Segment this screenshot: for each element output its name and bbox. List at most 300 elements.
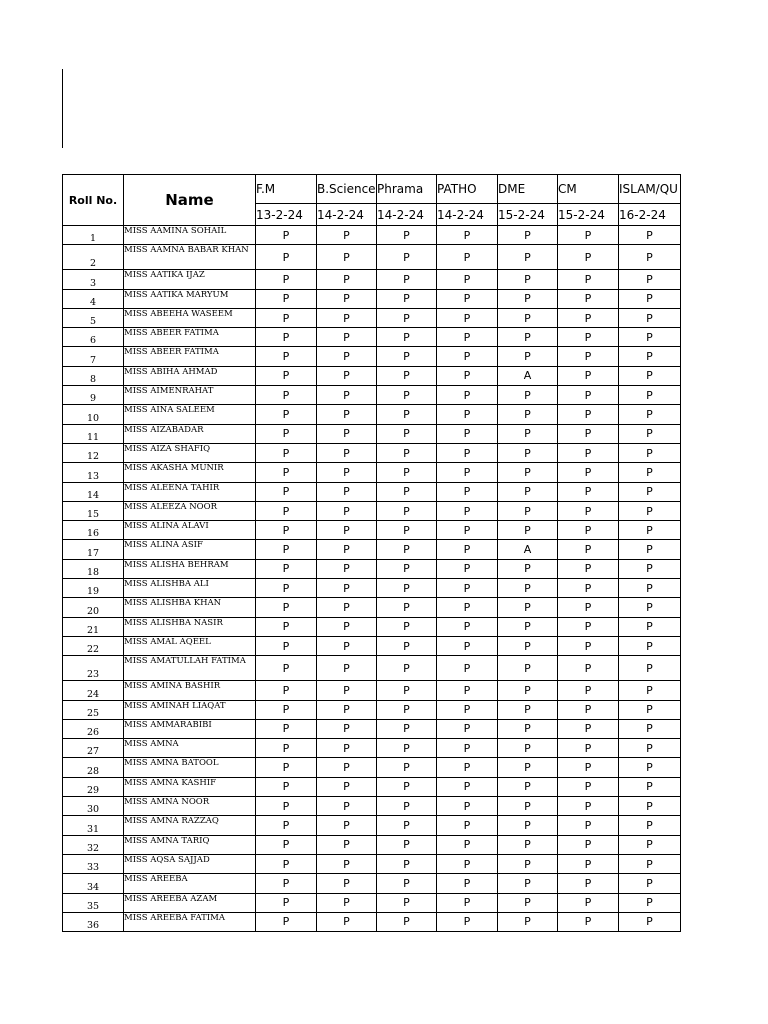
attendance-mark-cell: P: [437, 482, 498, 501]
attendance-mark-cell: A: [498, 540, 558, 559]
attendance-mark-cell: P: [498, 598, 558, 617]
attendance-mark-cell: P: [437, 912, 498, 931]
attendance-mark-cell: P: [317, 559, 377, 578]
student-name-cell: MISS AMATULLAH FATIMA: [124, 656, 256, 681]
table-row: [63, 405, 681, 424]
attendance-mark-cell: P: [256, 656, 317, 681]
table-row: [63, 559, 681, 578]
attendance-mark-cell: P: [317, 308, 377, 327]
attendance-mark-cell: P: [498, 463, 558, 482]
table-row: [63, 521, 681, 540]
attendance-mark-cell: P: [619, 482, 681, 501]
attendance-mark-cell: P: [256, 835, 317, 854]
attendance-mark-cell: P: [256, 854, 317, 873]
attendance-mark-cell: P: [619, 739, 681, 758]
student-name-cell: MISS ALINA ASIF: [124, 540, 256, 559]
attendance-mark-cell: P: [498, 777, 558, 796]
attendance-mark-cell: P: [377, 540, 437, 559]
table-row: [63, 443, 681, 462]
attendance-mark-cell: P: [619, 540, 681, 559]
attendance-mark-cell: P: [498, 328, 558, 347]
roll-number-cell: 7: [63, 347, 124, 366]
student-name-cell: MISS AMAL AQEEL: [124, 636, 256, 655]
student-name-cell: MISS AIZABADAR: [124, 424, 256, 443]
roll-number-cell: 34: [63, 874, 124, 893]
student-name-cell: MISS AMNA: [124, 739, 256, 758]
subject-header: PATHO: [437, 175, 498, 204]
attendance-mark-cell: P: [498, 308, 558, 327]
attendance-mark-cell: P: [377, 521, 437, 540]
table-row: [63, 893, 681, 912]
attendance-mark-cell: P: [619, 328, 681, 347]
attendance-mark-cell: P: [377, 482, 437, 501]
attendance-mark-cell: P: [437, 328, 498, 347]
attendance-mark-cell: P: [377, 270, 437, 289]
student-name-cell: MISS AIZA SHAFIQ: [124, 443, 256, 462]
student-name-cell: MISS ALISHBA ALI: [124, 579, 256, 598]
attendance-mark-cell: P: [317, 226, 377, 245]
roll-number-cell: 22: [63, 636, 124, 655]
attendance-mark-cell: P: [256, 245, 317, 270]
attendance-mark-cell: P: [619, 700, 681, 719]
roll-number-cell: 21: [63, 617, 124, 636]
table-row: [63, 328, 681, 347]
attendance-mark-cell: P: [256, 636, 317, 655]
table-row: [63, 797, 681, 816]
attendance-mark-cell: P: [498, 893, 558, 912]
attendance-mark-cell: P: [558, 443, 619, 462]
attendance-mark-cell: P: [256, 617, 317, 636]
attendance-mark-cell: P: [377, 739, 437, 758]
attendance-mark-cell: P: [558, 893, 619, 912]
attendance-mark-cell: P: [498, 482, 558, 501]
attendance-mark-cell: P: [558, 617, 619, 636]
attendance-mark-cell: P: [377, 700, 437, 719]
attendance-mark-cell: P: [619, 617, 681, 636]
attendance-mark-cell: P: [377, 347, 437, 366]
table-row: [63, 245, 681, 270]
attendance-mark-cell: P: [619, 719, 681, 738]
attendance-mark-cell: P: [317, 797, 377, 816]
attendance-mark-cell: P: [619, 874, 681, 893]
attendance-mark-cell: P: [317, 700, 377, 719]
attendance-mark-cell: P: [619, 226, 681, 245]
attendance-mark-cell: P: [558, 521, 619, 540]
attendance-mark-cell: P: [619, 443, 681, 462]
attendance-mark-cell: P: [377, 559, 437, 578]
attendance-mark-cell: P: [317, 270, 377, 289]
roll-number-cell: 18: [63, 559, 124, 578]
table-row: [63, 719, 681, 738]
student-name-cell: MISS AMINAH LIAQAT: [124, 700, 256, 719]
attendance-mark-cell: P: [377, 328, 437, 347]
attendance-mark-cell: P: [437, 636, 498, 655]
attendance-mark-cell: P: [437, 405, 498, 424]
attendance-mark-cell: P: [377, 758, 437, 777]
attendance-mark-cell: P: [437, 816, 498, 835]
table-row: [63, 777, 681, 796]
student-name-cell: MISS AMNA NOOR: [124, 797, 256, 816]
attendance-mark-cell: P: [619, 463, 681, 482]
attendance-mark-cell: P: [317, 893, 377, 912]
roll-number-cell: 4: [63, 289, 124, 308]
attendance-mark-cell: P: [377, 777, 437, 796]
attendance-mark-cell: P: [437, 777, 498, 796]
attendance-mark-cell: P: [317, 758, 377, 777]
roll-number-cell: 14: [63, 482, 124, 501]
attendance-mark-cell: P: [498, 226, 558, 245]
student-name-cell: MISS AREEBA FATIMA: [124, 912, 256, 931]
attendance-mark-cell: P: [437, 226, 498, 245]
attendance-mark-cell: P: [498, 424, 558, 443]
attendance-mark-cell: P: [317, 777, 377, 796]
attendance-mark-cell: P: [558, 874, 619, 893]
date-header: 14-2-24: [437, 204, 498, 226]
attendance-mark-cell: P: [377, 501, 437, 520]
name-header: Name: [124, 175, 256, 226]
attendance-mark-cell: P: [558, 681, 619, 700]
attendance-mark-cell: P: [256, 579, 317, 598]
attendance-mark-cell: P: [437, 700, 498, 719]
attendance-mark-cell: P: [498, 636, 558, 655]
date-header: 14-2-24: [317, 204, 377, 226]
attendance-mark-cell: P: [498, 912, 558, 931]
attendance-mark-cell: P: [619, 270, 681, 289]
attendance-mark-cell: P: [619, 912, 681, 931]
attendance-mark-cell: P: [498, 617, 558, 636]
attendance-mark-cell: P: [317, 579, 377, 598]
attendance-mark-cell: P: [256, 443, 317, 462]
attendance-mark-cell: P: [558, 386, 619, 405]
table-row: [63, 347, 681, 366]
attendance-mark-cell: P: [256, 521, 317, 540]
student-name-cell: MISS AREEBA: [124, 874, 256, 893]
attendance-mark-cell: P: [558, 656, 619, 681]
attendance-mark-cell: P: [256, 347, 317, 366]
attendance-mark-cell: P: [317, 482, 377, 501]
attendance-mark-cell: P: [317, 835, 377, 854]
table-row: [63, 270, 681, 289]
table-row: [63, 816, 681, 835]
attendance-mark-cell: P: [256, 797, 317, 816]
attendance-mark-cell: P: [256, 816, 317, 835]
attendance-mark-cell: P: [377, 854, 437, 873]
student-name-cell: MISS ABIHA AHMAD: [124, 366, 256, 385]
attendance-mark-cell: P: [256, 719, 317, 738]
attendance-mark-cell: P: [619, 758, 681, 777]
attendance-mark-cell: P: [619, 347, 681, 366]
student-name-cell: MISS AQSA SAJJAD: [124, 854, 256, 873]
attendance-mark-cell: P: [498, 758, 558, 777]
roll-number-cell: 23: [63, 656, 124, 681]
attendance-mark-cell: P: [498, 797, 558, 816]
attendance-mark-cell: P: [558, 636, 619, 655]
table-row: [63, 835, 681, 854]
attendance-mark-cell: P: [256, 270, 317, 289]
roll-number-cell: 1: [63, 226, 124, 245]
attendance-mark-cell: P: [377, 443, 437, 462]
attendance-mark-cell: P: [498, 579, 558, 598]
attendance-mark-cell: P: [437, 308, 498, 327]
attendance-mark-cell: P: [437, 758, 498, 777]
attendance-mark-cell: P: [558, 816, 619, 835]
attendance-mark-cell: P: [317, 617, 377, 636]
table-row: [63, 501, 681, 520]
table-row: [63, 579, 681, 598]
date-header: 15-2-24: [498, 204, 558, 226]
attendance-mark-cell: P: [317, 501, 377, 520]
attendance-mark-cell: P: [558, 719, 619, 738]
student-name-cell: MISS AAMNA BABAR KHAN: [124, 245, 256, 270]
attendance-mark-cell: P: [558, 482, 619, 501]
attendance-mark-cell: P: [256, 308, 317, 327]
attendance-mark-cell: P: [377, 289, 437, 308]
attendance-rows: [63, 226, 681, 932]
student-name-cell: MISS AATIKA MARYUM: [124, 289, 256, 308]
roll-number-cell: 9: [63, 386, 124, 405]
attendance-mark-cell: P: [437, 245, 498, 270]
attendance-mark-cell: P: [619, 289, 681, 308]
attendance-mark-cell: P: [377, 226, 437, 245]
attendance-mark-cell: P: [377, 424, 437, 443]
attendance-mark-cell: P: [317, 540, 377, 559]
attendance-mark-cell: P: [558, 463, 619, 482]
attendance-mark-cell: P: [317, 681, 377, 700]
attendance-mark-cell: P: [498, 559, 558, 578]
attendance-mark-cell: P: [437, 854, 498, 873]
roll-number-cell: 15: [63, 501, 124, 520]
attendance-mark-cell: P: [377, 245, 437, 270]
attendance-mark-cell: P: [317, 739, 377, 758]
student-name-cell: MISS AIMENRAHAT: [124, 386, 256, 405]
student-name-cell: MISS ALISHA BEHRAM: [124, 559, 256, 578]
table-row: [63, 386, 681, 405]
attendance-mark-cell: P: [619, 559, 681, 578]
student-name-cell: MISS ALINA ALAVI: [124, 521, 256, 540]
roll-number-cell: 35: [63, 893, 124, 912]
table-row: [63, 424, 681, 443]
attendance-mark-cell: P: [437, 598, 498, 617]
student-name-cell: MISS AMINA BASHIR: [124, 681, 256, 700]
attendance-mark-cell: P: [558, 835, 619, 854]
attendance-mark-cell: P: [377, 366, 437, 385]
roll-number-cell: 26: [63, 719, 124, 738]
attendance-mark-cell: P: [377, 681, 437, 700]
attendance-mark-cell: P: [558, 405, 619, 424]
attendance-mark-cell: P: [619, 656, 681, 681]
table-row: [63, 289, 681, 308]
attendance-mark-cell: P: [558, 366, 619, 385]
attendance-mark-cell: P: [317, 463, 377, 482]
attendance-mark-cell: P: [437, 347, 498, 366]
attendance-mark-cell: P: [377, 308, 437, 327]
roll-number-cell: 31: [63, 816, 124, 835]
roll-number-cell: 24: [63, 681, 124, 700]
attendance-mark-cell: P: [377, 617, 437, 636]
attendance-mark-cell: P: [437, 874, 498, 893]
attendance-mark-cell: P: [558, 912, 619, 931]
roll-no-header: Roll No.: [63, 175, 124, 226]
attendance-mark-cell: P: [377, 816, 437, 835]
student-name-cell: MISS AINA SALEEM: [124, 405, 256, 424]
attendance-mark-cell: P: [317, 289, 377, 308]
attendance-mark-cell: P: [437, 521, 498, 540]
attendance-mark-cell: P: [437, 289, 498, 308]
date-header: 14-2-24: [377, 204, 437, 226]
attendance-mark-cell: P: [317, 874, 377, 893]
attendance-mark-cell: P: [498, 656, 558, 681]
attendance-mark-cell: P: [256, 501, 317, 520]
attendance-mark-cell: P: [317, 328, 377, 347]
attendance-mark-cell: P: [256, 758, 317, 777]
attendance-mark-cell: P: [558, 559, 619, 578]
table-row: [63, 758, 681, 777]
date-header: 15-2-24: [558, 204, 619, 226]
roll-number-cell: 5: [63, 308, 124, 327]
attendance-mark-cell: P: [498, 874, 558, 893]
attendance-mark-cell: P: [437, 719, 498, 738]
attendance-mark-cell: P: [256, 739, 317, 758]
student-name-cell: MISS ABEEHA WASEEM: [124, 308, 256, 327]
attendance-mark-cell: P: [377, 656, 437, 681]
attendance-mark-cell: P: [619, 893, 681, 912]
subject-header: CM: [558, 175, 619, 204]
roll-number-cell: 6: [63, 328, 124, 347]
attendance-mark-cell: P: [256, 559, 317, 578]
table-row: [63, 482, 681, 501]
attendance-mark-cell: P: [619, 521, 681, 540]
roll-number-cell: 19: [63, 579, 124, 598]
table-row: [63, 617, 681, 636]
roll-number-cell: 10: [63, 405, 124, 424]
attendance-mark-cell: P: [558, 758, 619, 777]
table-row: [63, 912, 681, 931]
roll-number-cell: 28: [63, 758, 124, 777]
attendance-mark-cell: P: [498, 270, 558, 289]
student-name-cell: MISS AATIKA IJAZ: [124, 270, 256, 289]
table-row: [63, 308, 681, 327]
attendance-mark-cell: P: [619, 579, 681, 598]
attendance-mark-cell: P: [256, 482, 317, 501]
roll-number-cell: 12: [63, 443, 124, 462]
attendance-mark-cell: P: [558, 854, 619, 873]
attendance-mark-cell: P: [256, 463, 317, 482]
text-cursor-line: [62, 69, 63, 148]
attendance-mark-cell: P: [437, 540, 498, 559]
attendance-mark-cell: P: [317, 854, 377, 873]
roll-number-cell: 16: [63, 521, 124, 540]
attendance-mark-cell: P: [558, 308, 619, 327]
attendance-mark-cell: P: [317, 816, 377, 835]
attendance-mark-cell: P: [437, 681, 498, 700]
roll-number-cell: 33: [63, 854, 124, 873]
student-name-cell: MISS ALISHBA NASIR: [124, 617, 256, 636]
attendance-mark-cell: P: [558, 700, 619, 719]
subject-header: B.Science: [317, 175, 377, 204]
attendance-mark-cell: P: [377, 405, 437, 424]
attendance-mark-cell: P: [437, 443, 498, 462]
attendance-mark-cell: P: [377, 912, 437, 931]
attendance-mark-cell: P: [377, 835, 437, 854]
attendance-mark-cell: P: [256, 366, 317, 385]
attendance-mark-cell: P: [317, 424, 377, 443]
attendance-mark-cell: P: [256, 893, 317, 912]
attendance-mark-cell: P: [437, 424, 498, 443]
student-name-cell: MISS AMNA KASHIF: [124, 777, 256, 796]
attendance-mark-cell: P: [619, 245, 681, 270]
attendance-mark-cell: P: [377, 719, 437, 738]
attendance-mark-cell: P: [619, 308, 681, 327]
attendance-mark-cell: P: [256, 700, 317, 719]
attendance-mark-cell: P: [317, 443, 377, 462]
date-header: 13-2-24: [256, 204, 317, 226]
attendance-mark-cell: P: [256, 540, 317, 559]
student-name-cell: MISS AMNA TARIQ: [124, 835, 256, 854]
table-row: [63, 874, 681, 893]
attendance-mark-cell: P: [558, 739, 619, 758]
roll-number-cell: 25: [63, 700, 124, 719]
attendance-mark-cell: P: [317, 912, 377, 931]
attendance-mark-cell: P: [498, 681, 558, 700]
attendance-mark-cell: P: [256, 424, 317, 443]
roll-number-cell: 3: [63, 270, 124, 289]
subject-header: F.M: [256, 175, 317, 204]
attendance-mark-cell: P: [317, 347, 377, 366]
attendance-mark-cell: P: [317, 719, 377, 738]
attendance-mark-cell: P: [558, 501, 619, 520]
attendance-mark-cell: P: [558, 328, 619, 347]
attendance-mark-cell: P: [437, 579, 498, 598]
attendance-mark-cell: P: [619, 424, 681, 443]
student-name-cell: MISS ALEENA TAHIR: [124, 482, 256, 501]
subject-header: DME: [498, 175, 558, 204]
attendance-mark-cell: P: [558, 245, 619, 270]
roll-number-cell: 13: [63, 463, 124, 482]
student-name-cell: MISS AKASHA MUNIR: [124, 463, 256, 482]
attendance-mark-cell: P: [498, 700, 558, 719]
roll-number-cell: 8: [63, 366, 124, 385]
student-name-cell: MISS AMNA RAZZAQ: [124, 816, 256, 835]
attendance-mark-cell: P: [377, 463, 437, 482]
attendance-mark-cell: P: [317, 366, 377, 385]
attendance-mark-cell: P: [437, 270, 498, 289]
student-name-cell: MISS ABEER FATIMA: [124, 328, 256, 347]
attendance-mark-cell: P: [558, 777, 619, 796]
attendance-mark-cell: P: [377, 893, 437, 912]
table-row: [63, 598, 681, 617]
attendance-mark-cell: P: [437, 386, 498, 405]
roll-number-cell: 11: [63, 424, 124, 443]
attendance-mark-cell: P: [619, 636, 681, 655]
attendance-mark-cell: P: [619, 777, 681, 796]
attendance-mark-cell: P: [437, 739, 498, 758]
attendance-mark-cell: P: [619, 835, 681, 854]
attendance-mark-cell: P: [437, 656, 498, 681]
roll-number-cell: 36: [63, 912, 124, 931]
attendance-mark-cell: P: [619, 681, 681, 700]
attendance-mark-cell: P: [498, 739, 558, 758]
attendance-mark-cell: P: [437, 559, 498, 578]
attendance-mark-cell: P: [498, 405, 558, 424]
attendance-mark-cell: P: [619, 854, 681, 873]
attendance-mark-cell: P: [437, 893, 498, 912]
attendance-mark-cell: P: [619, 797, 681, 816]
date-header: 16-2-24: [619, 204, 681, 226]
attendance-mark-cell: P: [377, 797, 437, 816]
attendance-mark-cell: P: [498, 443, 558, 462]
attendance-mark-cell: P: [437, 797, 498, 816]
attendance-mark-cell: P: [437, 366, 498, 385]
